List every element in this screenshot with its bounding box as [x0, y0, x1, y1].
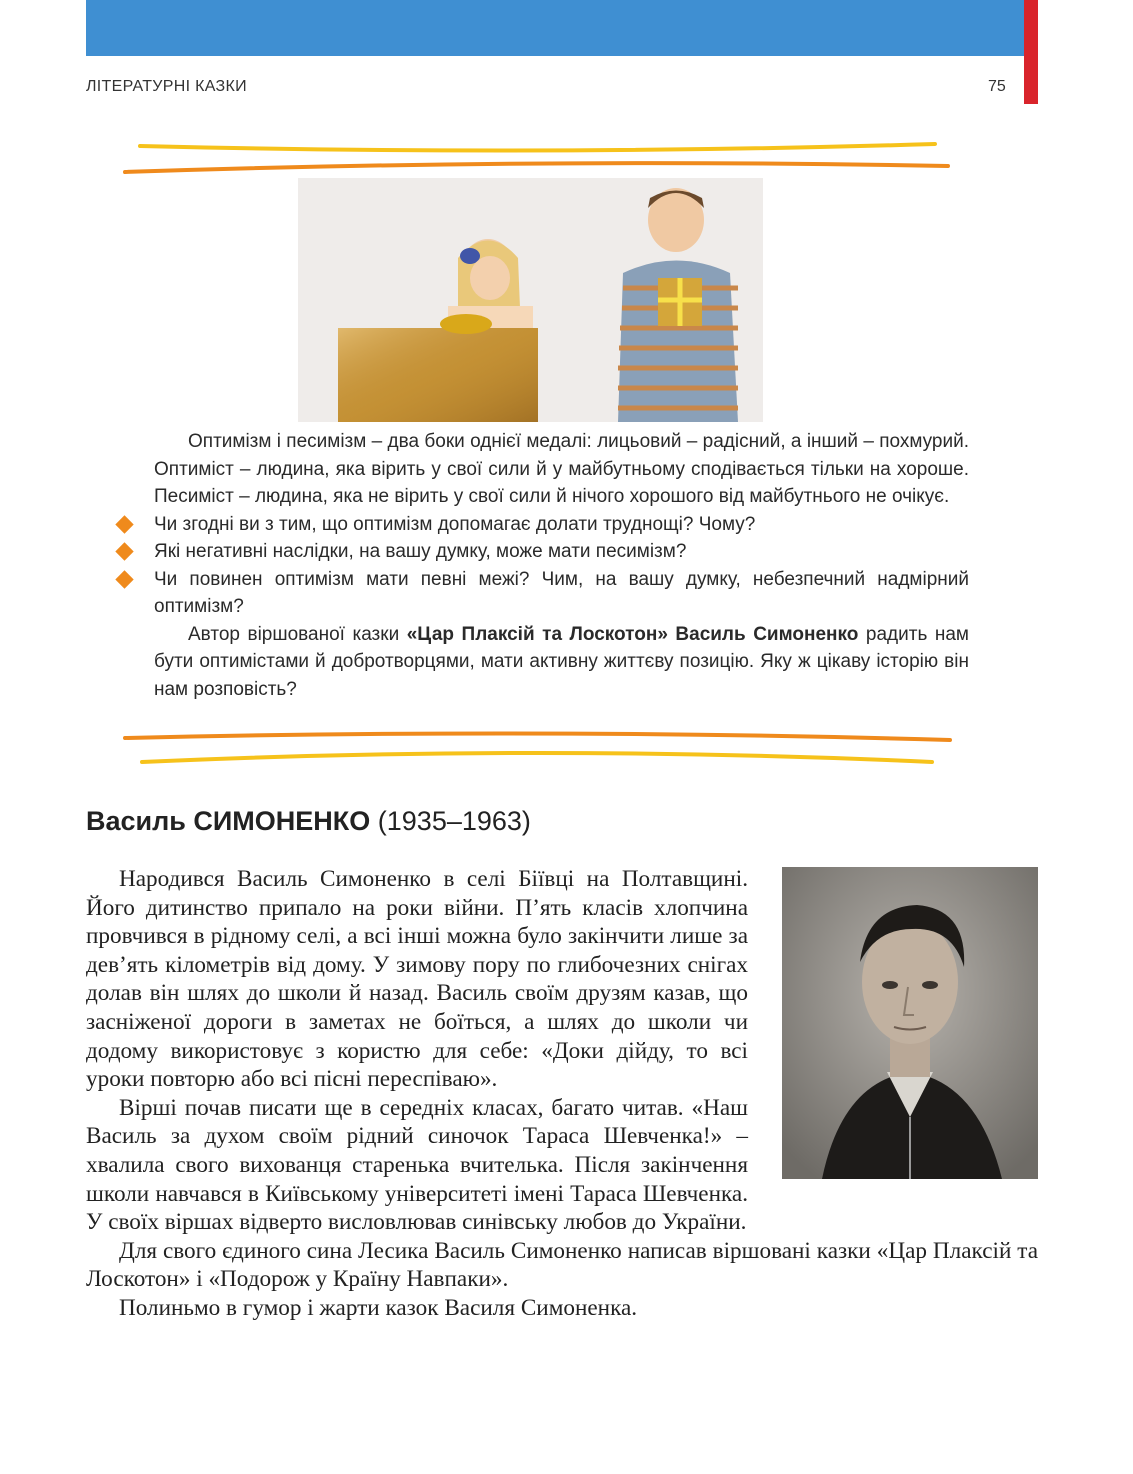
bio-paragraph: Народився Василь Симоненко в селі Біївці на Полтавщині. Його дитинство припало на роки війни. П’ять класів хлопчина провчився в рідному селі, а всі інші можна було закінчити лише за дев’ять кілометрів від дому. У зимову пору по глибочезних снігах долав він шлях до школи й назад. Василь своїм друзям казав, що засніженої дороги в заметах не боїться, а шлях до школи чи додому використовує з користю для себе: «Доки дійду, то всі уроки повторю або всі пісні переспіваю».	[86, 866, 748, 1093]
author-text-start: Автор віршованої казки	[188, 623, 407, 645]
author-text-end: радить нам бути оптимістами й добротворцями, мати активну життєву позицію. Яку ж цікаву історію він нам розповість?	[154, 623, 969, 700]
author-paragraph	[154, 621, 969, 704]
question-item	[154, 538, 969, 566]
kids-with-gifts-photo	[298, 178, 763, 422]
header-band	[86, 0, 1024, 56]
simonenko-portrait-photo	[782, 867, 1038, 1179]
bio-paragraph: Вірші почав писати ще в середніх класах, багато читав. «Наш Василь за духом своїм рідний синочок Тараса Шевченка!» – хвалила свого вихованця старенька вчителька. Після закінчення школи навчався в Київському університеті імені Тараса Шевченка. У своїх віршах відверто висловлював синівську любов до України.	[86, 1094, 748, 1236]
author-years: (1935–1963)	[377, 806, 531, 836]
orange-diamond-bullet-icon	[115, 542, 133, 560]
author-name: Василь СИМОНЕНКО	[86, 806, 371, 836]
question-item	[154, 511, 969, 539]
biography-text	[86, 865, 1038, 1323]
bio-paragraph: Для свого єдиного сина Лесика Василь Симоненко написав віршовані казки «Цар Плаксій та Лоскотон» і «Подорож у Країну Навпаки».	[86, 1237, 1038, 1293]
intro-block	[154, 428, 969, 703]
orange-diamond-bullet-icon	[115, 515, 133, 533]
bottom-swoosh-decoration	[110, 726, 970, 776]
biography-heading	[86, 806, 531, 837]
question-text: Чи повинен оптимізм мати певні межі? Чим, на вашу думку, небезпечний надмірний оптимізм?	[154, 568, 969, 617]
question-text: Які негативні наслідки, на вашу думку, може мати песимізм?	[154, 541, 687, 562]
optimism-paragraph: Оптимізм і песимізм – два боки однієї медалі: лицьовий – радісний, а інший – похмурий. Оптиміст – людина, яка вірить у свої сили й у майбутньому сподівається тільки на хороше. Песиміст – людина, яка не вірить у свої сили й нічого хорошого від майбутнього не очікує.	[154, 431, 969, 507]
fairy-tale-title: «Цар Плаксій та Лоскотон» Василь Симоненко	[406, 623, 859, 645]
question-text: Чи згодні ви з тим, що оптимізм допомагає долати труднощі? Чому?	[154, 513, 756, 535]
section-title: ЛІТЕРАТУРНІ КАЗКИ	[86, 78, 247, 95]
bio-paragraph: Полиньмо в гумор і жарти казок Василя Симоненка.	[119, 1294, 638, 1321]
chapter-tab-marker	[1024, 0, 1038, 104]
page-number: 75	[988, 78, 1006, 95]
question-item	[154, 566, 969, 621]
orange-diamond-bullet-icon	[115, 570, 133, 588]
